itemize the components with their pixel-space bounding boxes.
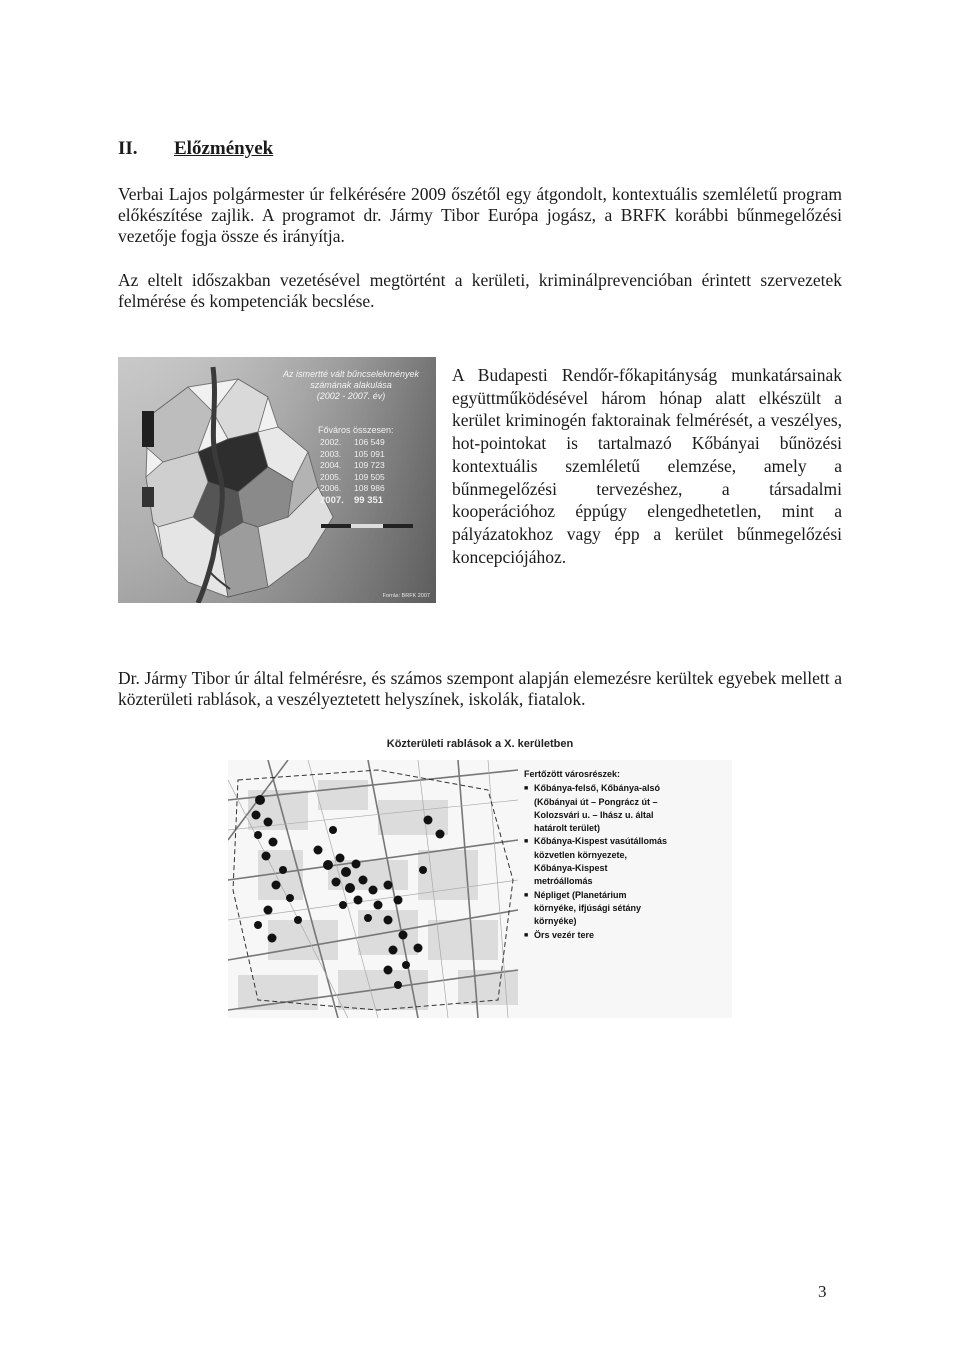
bullet-icon: ■: [524, 785, 529, 793]
legend-line: Kőbánya-Kispest: [534, 863, 608, 874]
stat-row: [318, 483, 426, 495]
legend-line: Örs vezér tere: [534, 929, 595, 940]
stat-year: 2007.: [320, 494, 344, 506]
legend-line: Kolozsvári u. – Ihász u. által: [534, 809, 654, 820]
legend-line: metróállomás: [534, 876, 593, 887]
stat-value: 109 505: [354, 471, 385, 482]
bullet-icon: ■: [524, 891, 529, 899]
bullet-icon: ■: [524, 838, 529, 846]
page-number: 3: [818, 1282, 827, 1301]
stat-year: 2002.: [320, 437, 342, 447]
section-number: II.: [118, 138, 138, 159]
robbery-legend: [524, 768, 726, 942]
stat-value: 108 986: [354, 483, 385, 493]
robbery-hotspot-map: [228, 760, 732, 1018]
stat-value: 106 549: [354, 437, 385, 447]
stat-row: [318, 449, 426, 461]
legend-line: környéke, ifjúsági sétány: [534, 902, 642, 913]
map-title-line: (2002 - 2007. év): [316, 391, 386, 401]
crime-statistics-map: [118, 357, 436, 603]
legend-item: [524, 835, 726, 888]
legend-line: Kőbánya-Kispest vasútállomás: [534, 836, 668, 847]
legend-line: közvetlen környezete,: [534, 849, 628, 860]
stat-row: [318, 437, 426, 449]
legend-line: Népliget (Planetárium: [534, 889, 627, 900]
stat-row: [318, 472, 426, 484]
legend-item-text: [534, 835, 726, 888]
map-title: [276, 369, 426, 402]
legend-line: (Kőbányai út – Pongrácz út –: [534, 796, 658, 807]
legend-item-text: [534, 929, 726, 942]
stats-heading: Főváros összesen:: [318, 425, 394, 435]
legend-item: [524, 889, 726, 929]
stat-row: [318, 460, 426, 472]
stat-year: 2005.: [320, 471, 342, 482]
paragraph-intro: Verbai Lajos polgármester úr felkérésére 2009 őszétől egy átgondolt, kontextuális szemléletű program előkészítése zajlik. A programot dr. Jármy Tibor Európa jogász, a BRFK korábbi bűnmegelőzési vezetője fogja össze és irányítja.: [118, 184, 842, 246]
section-title: Előzmények: [174, 138, 274, 159]
stat-value: 109 723: [354, 460, 385, 470]
paragraph-analysis: A Budapesti Rendőr-főkapitányság munkatársainak együttműködésével három hónap alatt elkészült a kerület kriminogén faktorainak felmérését, a veszélyes, hot-pointokat is tartalmazó Kőbányai bűnözési kontextuális szemléletű elemzése, amely a bűnmegelőzési tervezéshez, a társadalmi kooperációhoz éppúgy elengedhetetlen, mint a pályázatokhoz vagy épp a kerület bűnmegelőzési koncepciójához.: [452, 365, 842, 567]
map-scale-bar: [321, 524, 413, 528]
map-title-line: Az ismertté vált bűncselekmények: [282, 369, 420, 379]
legend-line: környéke): [534, 916, 577, 927]
legend-item-text: [534, 782, 726, 835]
paragraph-findings: Dr. Jármy Tibor úr által felmérésre, és számos szempont alapján elemezésre kerültek egyebek mellett a közterületi rablások, a veszélyeztetett helyszínek, iskolák, fiatalok.: [118, 668, 842, 709]
city-total-stats: [318, 425, 426, 506]
stat-row: [318, 495, 426, 507]
legend-item-text: [534, 889, 726, 929]
stat-value: 99 351: [354, 494, 384, 506]
legend-item: [524, 929, 726, 942]
legend-line: Kőbánya-felső, Kőbánya-alsó: [534, 783, 661, 794]
stat-value: 105 091: [354, 448, 385, 459]
robbery-map-caption: Közterületi rablások a X. kerületben: [386, 738, 574, 750]
stat-year: 2004.: [320, 460, 342, 470]
map-title-line: számának alakulása: [310, 380, 392, 390]
stat-year: 2003.: [320, 448, 342, 459]
section-heading: [118, 138, 273, 160]
stat-year: 2006.: [320, 483, 342, 493]
legend-item: [524, 782, 726, 835]
legend-line: határolt terület): [534, 823, 601, 834]
legend-heading: Fertőzött városrészek:: [524, 769, 621, 779]
map-credit: Forrás: BRFK 2007: [382, 593, 430, 599]
paragraph-survey: Az eltelt időszakban vezetésével megtörtént a kerületi, kriminálprevencióban érintett szervezetek felmérése és kompetenciák becslése.: [118, 270, 842, 311]
bullet-icon: ■: [524, 931, 529, 939]
